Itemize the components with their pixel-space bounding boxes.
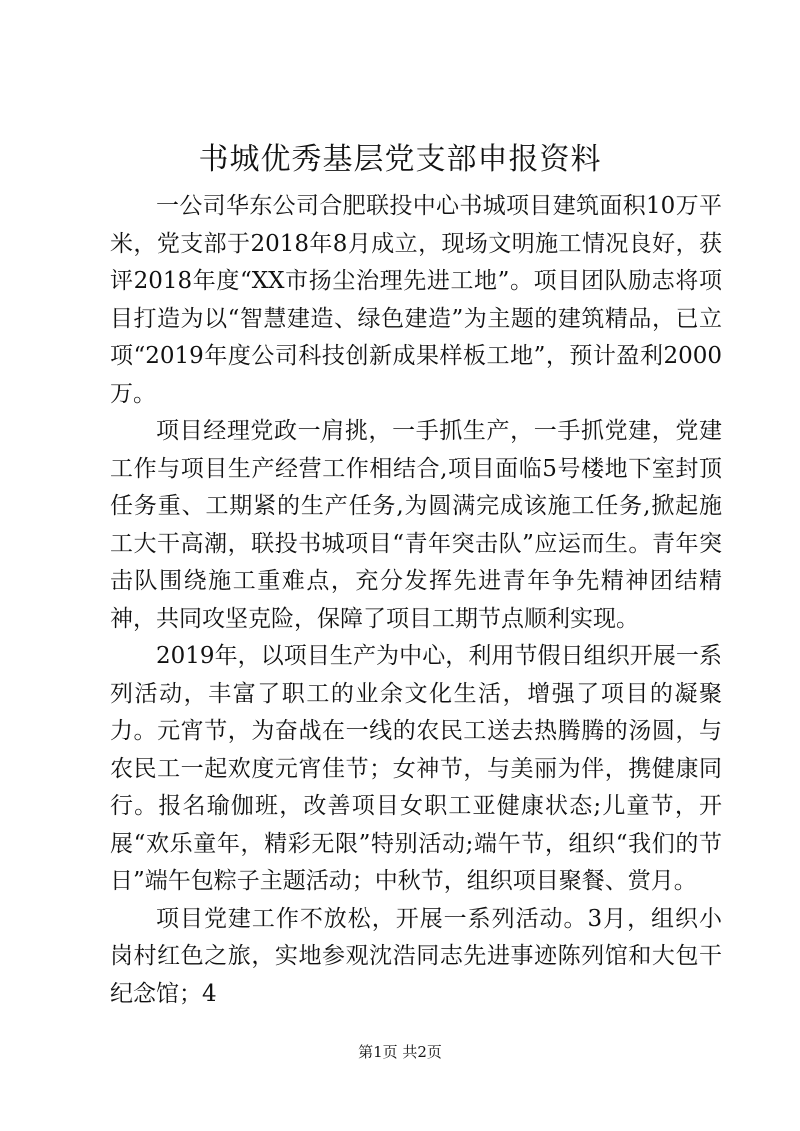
paragraph-1: 一公司华东公司合肥联投中心书城项目建筑面积10万平米，党支部于2018年8月成立，现场文明施工情况良好，获评2018年度“XX市扬尘治理先进工地”。项目团队励志将项目打造为以“智慧建造、绿色建造”为主题的建筑精品，已立项“2019年度公司科技创新成果样板工地”，预计盈利2000万。	[110, 193, 722, 407]
paragraph-3: 2019年，以项目生产为中心，利用节假日组织开展一系列活动，丰富了职工的业余文化生活，增强了项目的凝聚力。元宵节，为奋战在一线的农民工送去热腾腾的汤圆，与农民工一起欢度元宵佳节；女神节，与美丽为伴，携健康同行。报名瑜伽班，改善项目女职工亚健康状态;儿童节，开展“欢乐童年，精彩无限”特别活动;端午节，组织“我们的节日”端午包粽子主题活动；中秋节，组织项目聚餐、赏月。	[110, 643, 722, 894]
page-title: 书城优秀基层党支部申报资料	[198, 142, 602, 177]
page-number-footer: 第1页 共2页	[358, 1043, 442, 1061]
document-body	[110, 188, 722, 1013]
paragraph-2: 项目经理党政一肩挑，一手抓生产，一手抓党建，党建工作与项目生产经营工作相结合,项目面临5号楼地下室封顶任务重、工期紧的生产任务,为圆满完成该施工任务,掀起施工大干高潮，联投书城项目“青年突击队”应运而生。青年突击队围绕施工重难点，充分发挥先进青年争先精神团结精神，共同攻坚克险，保障了项目工期节点顺利实现。	[110, 418, 722, 632]
paragraph-4: 项目党建工作不放松，开展一系列活动。3月，组织小岗村红色之旅，实地参观沈浩同志先进事迹陈列馆和大包干纪念馆；4	[110, 905, 722, 1007]
